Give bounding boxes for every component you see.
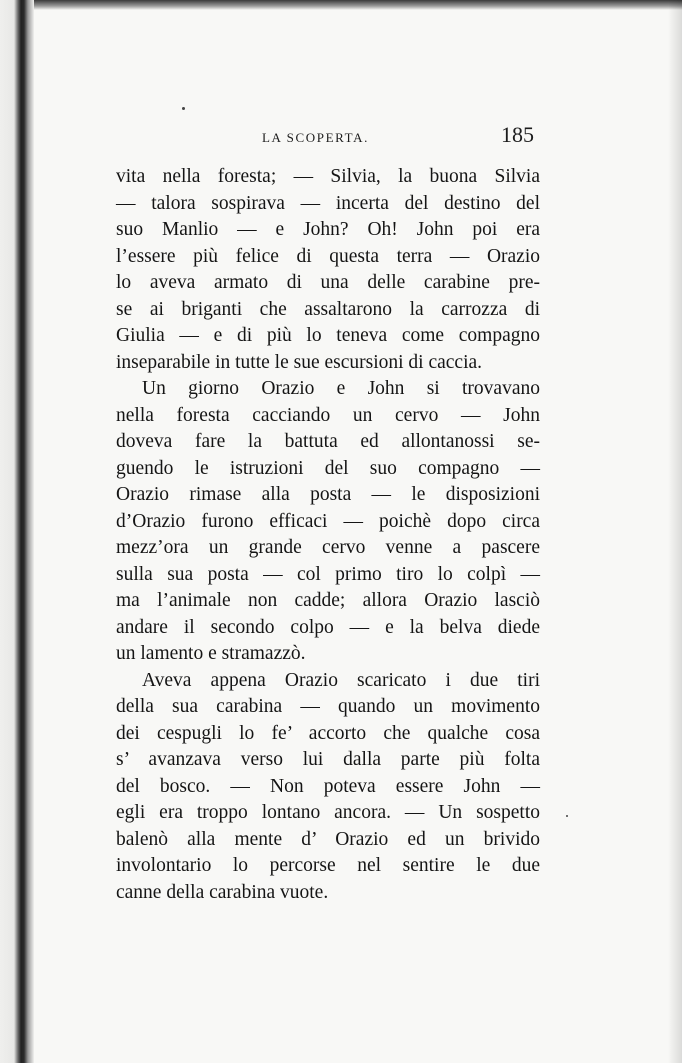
text-line: Orazio rimase alla posta — le disposizioni [116,484,540,505]
text-line: andare il secondo colpo — e la belva diede [116,616,540,638]
ink-speck [566,815,568,817]
text-line: se ai briganti che assaltarono la carrozza di [116,298,540,320]
text-line: — talora sospirava — incerta del destino del [116,192,540,214]
page-number: 185 [501,122,534,147]
text-line: egli era troppo lontano ancora. — Un sospetto [116,802,540,823]
text-line: lo aveva armato di una delle carabine pre- [116,272,540,293]
text-line: Aveva appena Orazio scaricato i due tiri [142,669,540,691]
text-line: dei cespugli lo fe’ accorto che qualche cosa [116,722,540,744]
text-line: ma l’animale non cadde; allora Orazio lasciò [116,590,540,611]
text-line: vita nella foresta; — Silvia, la buona Silvia [116,166,540,187]
text-line: Giulia — e di più lo teneva come compagno [116,325,540,346]
text-line: balenò alla mente d’ Orazio ed un brivido [116,828,540,850]
body-text [116,164,540,906]
ink-speck [182,107,185,110]
text-line: d’Orazio furono efficaci — poichè dopo circa [116,510,540,532]
text-line: s’ avanzava verso lui dalla parte più folta [116,749,540,770]
text-line: un lamento e stramazzò. [116,643,306,664]
page-header [262,122,534,152]
text-line: della sua carabina — quando un movimento [116,696,540,717]
page-right-shadow [668,0,682,1063]
text-line: mezz’ora un grande cervo venne a pascere [116,537,540,558]
text-line: doveva fare la battuta ed allontanossi se- [116,431,540,452]
text-line: sulla sua posta — col primo tiro lo colpì — [116,563,540,585]
text-line: canne della carabina vuote. [116,881,329,903]
text-line: del bosco. — Non poteva essere John — [116,775,540,797]
text-line: guendo le istruzioni del suo compagno — [116,457,540,479]
text-line: inseparabile in tutte le sue escursioni di caccia. [116,351,483,373]
text-line: Un giorno Orazio e John si trovavano [142,378,540,399]
running-title: LA SCOPERTA. [262,130,369,145]
page-top-edge [0,0,682,10]
text-line: l’essere più felice di questa terra — Orazio [116,245,540,267]
text-line: nella foresta cacciando un cervo — John [116,404,540,426]
text-line: suo Manlio — e John? Oh! John poi era [116,219,540,240]
text-line: involontario lo percorse nel sentire le due [116,855,540,876]
book-binding-gutter [0,0,34,1063]
